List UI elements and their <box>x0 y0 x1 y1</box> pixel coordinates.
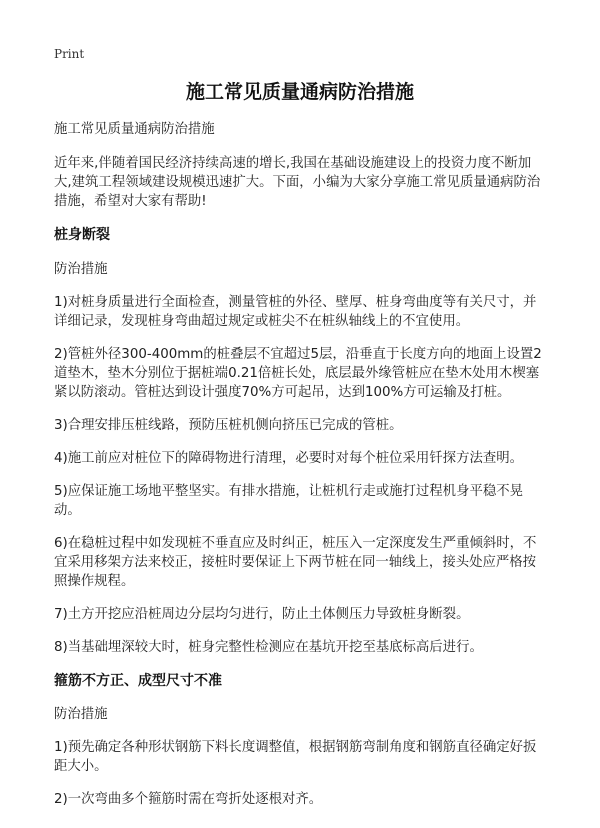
section-heading-pile-fracture: 桩身断裂 <box>54 227 110 243</box>
measures-label: 防治措施 <box>54 262 108 277</box>
print-link[interactable]: Print <box>54 47 85 61</box>
measure-item: 7)土方开挖应沿桩周边分层均匀进行，防止土体侧压力导致桩身断裂。 <box>54 607 470 622</box>
measures-label: 防治措施 <box>54 707 108 722</box>
measure-item: 2)一次弯曲多个箍筋时需在弯折处逐根对齐。 <box>54 792 323 807</box>
article-body <box>54 120 546 823</box>
measure-item: 3)合理安排压桩线路，预防压桩机侧向挤压已完成的管桩。 <box>54 418 403 433</box>
measure-item: 4)施工前应对桩位下的障碍物进行清理，必要时对每个桩位采用钎探方法查明。 <box>54 451 524 466</box>
page-title: 施工常见质量通病防治措施 <box>185 81 414 103</box>
section-heading-stirrup: 箍筋不方正、成型尺寸不准 <box>54 673 222 689</box>
intro-paragraph: 近年来,伴随着国民经济持续高速的增长,我国在基础设施建设上的投资力度不断加大,建筑工程领域建设规模迅速扩大。下面，小编为大家分享施工常见质量通病防治措施，希望对大家有帮助! <box>54 156 541 209</box>
measure-item: 2)管桩外径300-400mm的桩叠层不宜超过5层，沿垂直于长度方向的地面上设置2道垫木，垫木分别位于据桩端0.21倍桩长处，底层最外缘管桩应在垫木处用木楔塞紧以防滚动。管桩达到设计强度70%方可起吊，达到100%方可运输及打桩。 <box>54 347 542 400</box>
measure-item: 8)当基础埋深较大时，桩身完整性检测应在基坑开挖至基底标高后进行。 <box>54 640 483 655</box>
measure-item: 1)对桩身质量进行全面检查，测量管桩的外径、壁厚、桩身弯曲度等有关尺寸，并详细记录，发现桩身弯曲超过规定或桩尖不在桩纵轴线上的不宜使用。 <box>54 295 537 329</box>
measure-item: 1)预先确定各种形状钢筋下料长度调整值，根据钢筋弯制角度和钢筋直径确定好扳距大小。 <box>54 740 537 774</box>
measure-item: 5)应保证施工场地平整坚实。有排水措施，让桩机行走或施打过程机身平稳不晃动。 <box>54 484 524 518</box>
article-subtitle: 施工常见质量通病防治措施 <box>54 122 215 137</box>
measure-item: 6)在稳桩过程中如发现桩不垂直应及时纠正，桩压入一定深度发生严重倾斜时，不宜采用移架方法来校正，接桩时要保证上下两节桩在同一轴线上，接头处应严格按照操作规程。 <box>54 536 537 589</box>
